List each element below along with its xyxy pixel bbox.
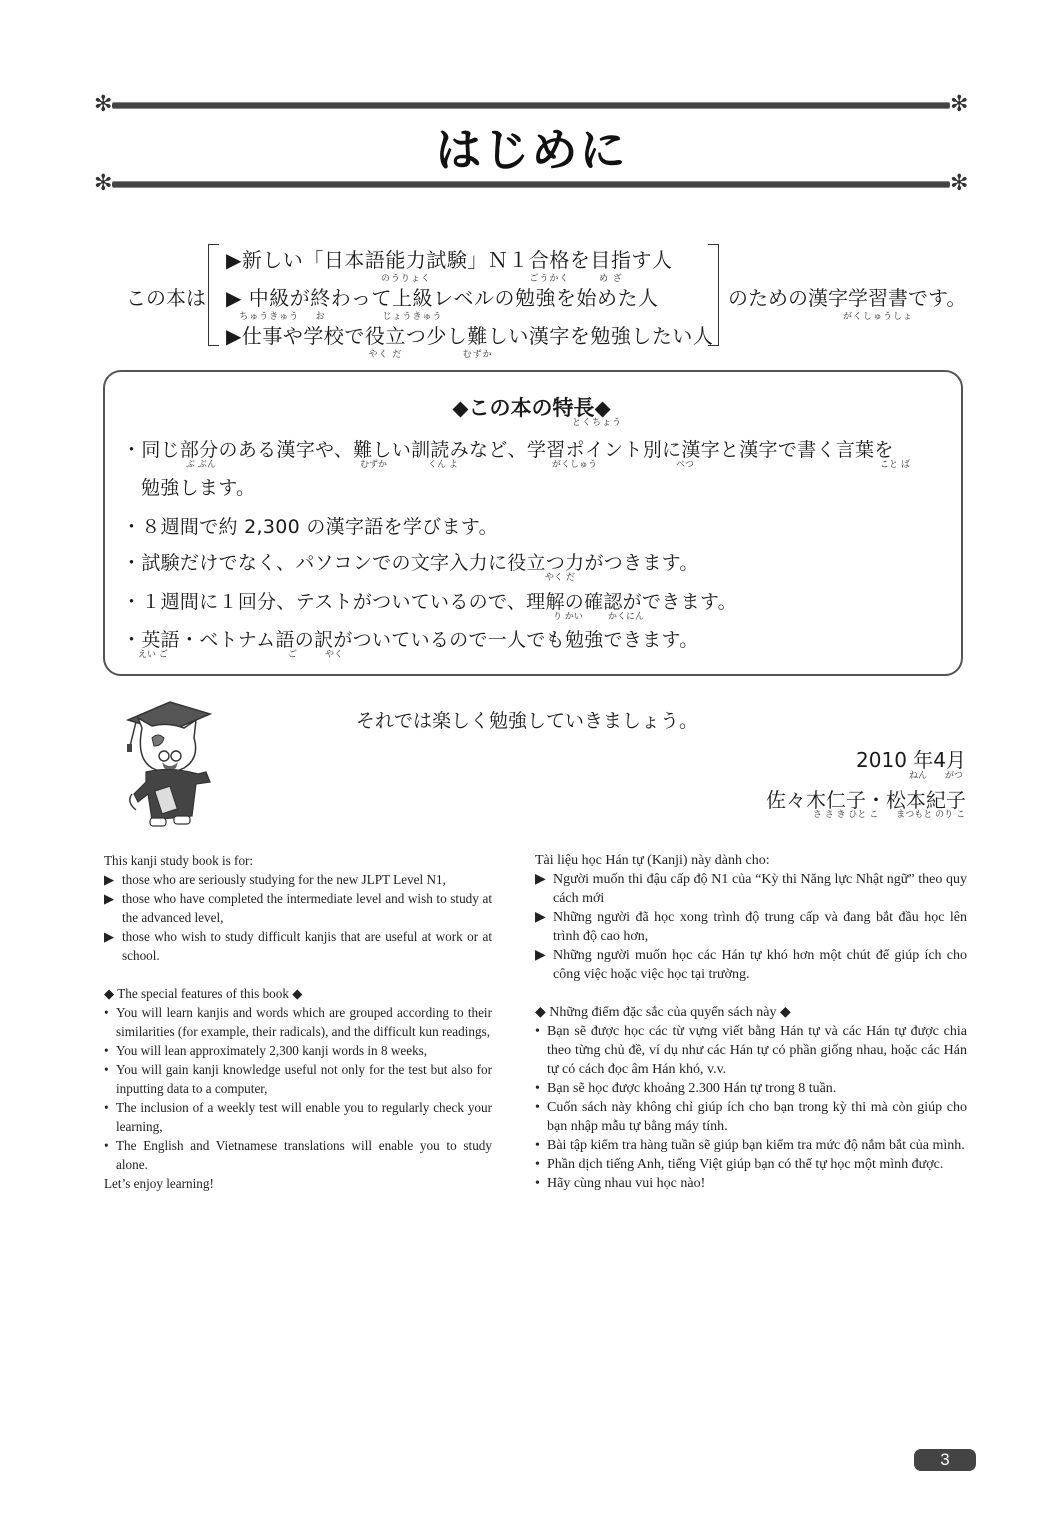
ruby-reading: やく: [325, 650, 344, 660]
ruby-reading: くん よ: [428, 460, 458, 470]
ruby-reading: やく だ: [545, 573, 575, 583]
list-item: • Bạn sẽ được học các từ vựng viết bằng Hán tự và các Hán tự được chia theo từng chủ đề, ví dụ như các Hán tự có phần giống nhau, hoặc các Hán tự có cách đọc âm Hán khó, v.v.: [535, 1024, 967, 1077]
intro-tail: のための漢字学習書 がくしゅうしょ です。: [728, 286, 967, 322]
triangle-bullet-icon: ▶: [104, 929, 115, 944]
triangle-bullet-icon: ▶: [226, 324, 242, 348]
page-number-badge: 3: [914, 1449, 976, 1471]
vietnamese-intro: Tài liệu học Hán tự (Kanji) này dành cho:: [535, 853, 770, 868]
list-item: • You will learn kanjis and words which are grouped according to their similarities (for example, their radicals), and the difficult kun readings,: [104, 1005, 492, 1039]
feature-item: ・英語・ベトナム語の訳がついているので一人でも勉強できます。: [122, 629, 699, 651]
intro-item: ▶ 中級 ちゅうきゅう が終 お わって上級 じょうきゅう レベルの勉強を始めた人: [226, 286, 659, 322]
ruby-reading: ねん がつ: [908, 771, 963, 781]
ornament-icon: ✻: [94, 171, 113, 196]
date: 2010 年4月: [856, 748, 966, 772]
list-item: • The English and Vietnamese translations will enable you to study alone.: [104, 1138, 492, 1172]
ruby-reading: がくしゅう: [552, 460, 598, 470]
ruby-reading: こと ば: [880, 460, 910, 470]
title-rule-bottom: [112, 182, 950, 187]
list-item: • Hãy cùng nhau vui học nào!: [535, 1176, 706, 1191]
ornament-icon: ✻: [950, 92, 969, 117]
intro-item: ▶仕事や学校で役立 やく だ つ少し難 むずか しい漢字を勉強したい人: [226, 324, 714, 360]
list-item: ▶ Những người đã học xong trình độ trung cấp và đang bắt đầu học lên trình độ cao hơn,: [535, 910, 967, 944]
triangle-bullet-icon: ▶: [535, 872, 546, 887]
triangle-bullet-icon: ▶: [104, 891, 115, 906]
ruby-reading: むずか: [360, 460, 388, 470]
list-item: ▶ Những người muốn học các Hán tự khó hơn một chút để giúp ích cho công việc hoặc việc học tại trường.: [535, 948, 967, 982]
list-item: • Bài tập kiểm tra hàng tuần sẽ giúp bạn kiểm tra mức độ nắm bắt của mình.: [535, 1138, 965, 1153]
list-item: • Bạn sẽ học được khoảng 2.300 Hán tự trong 8 tuần.: [535, 1081, 837, 1096]
list-item: • You will gain kanji knowledge useful not only for the test but also for inputting data to a computer,: [104, 1062, 492, 1096]
triangle-bullet-icon: ▶: [104, 872, 115, 887]
list-item: ▶ Người muốn thi đậu cấp độ N1 của “Kỳ thi Năng lực Nhật ngữ” theo quy cách mới: [535, 872, 967, 906]
list-item: • Phần dịch tiếng Anh, tiếng Việt giúp bạn có thể tự học một mình được.: [535, 1157, 944, 1172]
english-translation: [104, 851, 492, 1193]
ruby-reading: ぶ ぶん: [186, 460, 216, 470]
ornament-icon: ✻: [94, 92, 113, 117]
feature-item: ・１週間に１回分、テストがついているので、理解の確認ができます。: [122, 591, 737, 613]
feature-item-continuation: 勉強します。: [141, 477, 256, 499]
ruby-reading: り かい: [553, 612, 583, 622]
ornament-icon: ✻: [950, 171, 969, 196]
graduate-cat-mascot-icon: [118, 698, 222, 832]
english-closing: Let’s enjoy learning!: [104, 1176, 214, 1191]
feature-item: ・同じ部分のある漢字や、難しい訓読みなど、学習ポイント別に漢字と漢字で書く言葉を: [122, 439, 894, 461]
english-features-title: ◆ The special features of this book ◆: [104, 986, 303, 1001]
feature-item: ・８週間で約 2,300 の漢字語を学びます。: [122, 516, 498, 538]
list-item: ▶ those who have completed the intermediate level and wish to study at the advanced level,: [104, 891, 492, 925]
list-item: • Cuốn sách này không chỉ giúp ích cho bạn trong kỳ thi mà còn giúp cho bạn nhập mẫu tự bằng máy tính.: [535, 1100, 967, 1134]
intro-lead: この本は: [126, 286, 206, 310]
ruby-reading: ご: [288, 650, 298, 660]
authors: 佐々木仁子・松本紀子: [766, 788, 966, 812]
list-item: ▶ those who are seriously studying for the new JLPT Level N1,: [104, 872, 446, 887]
bullet-dot: ・: [122, 439, 142, 461]
vietnamese-features-title: ◆ Những điểm đặc sắc của quyển sách này ◆: [535, 1005, 791, 1020]
triangle-bullet-icon: ▶: [226, 286, 242, 310]
triangle-bullet-icon: ▶: [535, 910, 546, 925]
page-title: はじめに: [435, 123, 628, 177]
list-item: ▶ those who wish to study difficult kanjis that are useful at work or at school.: [104, 929, 492, 963]
title-rule-top: [112, 103, 950, 108]
list-item: • The inclusion of a weekly test will enable you to regularly check your learning,: [104, 1100, 492, 1134]
feature-item: ・試験だけでなく、パソコンでの文字入力に役立つ力がつきます。: [122, 552, 699, 574]
ruby-reading: べつ: [676, 460, 695, 470]
ruby-reading: えい ご: [138, 650, 168, 660]
ruby-reading: とくちょう: [572, 418, 623, 428]
intro-item: ▶新しい「日本語能力 のうりょく 試験」Ｎ１合格 ごうかく を目指 め ざ す人: [226, 248, 673, 284]
list-item: • You will lean approximately 2,300 kanji words in 8 weeks,: [104, 1043, 428, 1058]
ruby-reading: かくにん: [608, 612, 645, 622]
english-intro: This kanji study book is for:: [104, 853, 254, 868]
features-title: ◆この本の特長◆: [452, 396, 611, 420]
triangle-bullet-icon: ▶: [226, 248, 242, 272]
triangle-bullet-icon: ▶: [535, 948, 546, 963]
bracket-left: [208, 244, 219, 346]
ruby-reading: さ さ き ひと こ まつもと のり こ: [812, 810, 965, 820]
vietnamese-translation: [535, 851, 967, 1193]
closing-message: それでは楽しく勉強していきましょう。: [356, 710, 699, 732]
